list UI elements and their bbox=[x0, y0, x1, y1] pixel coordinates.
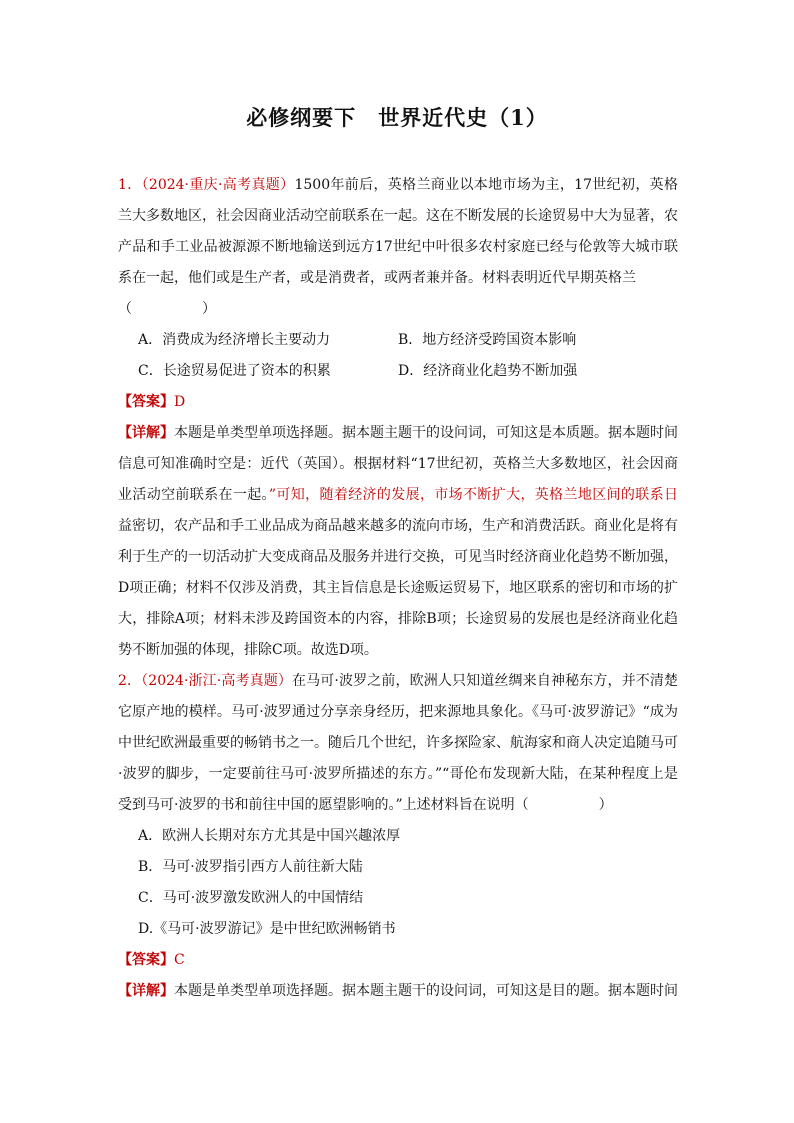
detail-text-highlight: ”可知，随着经济的发展，市场不断扩大，英格兰地区间的联系日 bbox=[268, 487, 679, 503]
title-part-2: 世界近代史（1） bbox=[378, 105, 548, 130]
question-1-number: 1． bbox=[118, 177, 142, 193]
question-2-option-a[interactable]: A．欧洲人长期对东方尤其是中国兴趣浓厚 bbox=[138, 828, 401, 844]
question-1-answer bbox=[118, 387, 678, 418]
page-title bbox=[0, 102, 794, 132]
question-1-text: 1500年前后，英格兰商业以本地市场为主，17世纪初，英格兰大多数地区，社会因商业活动空前联系在一起。这在不断发展的长途贸易中大为显著，农产品和手工业品被源源不断地输送到远方17世纪中叶很多农村家庭已经与伦敦等大城市联系在一起，他们或是生产者，或是消费者，或两者兼并备。材料表明近代早期英格兰 bbox=[118, 177, 678, 286]
question-2-detail bbox=[118, 976, 678, 1007]
answer-label: 【答案】 bbox=[118, 952, 174, 968]
question-1-detail bbox=[118, 418, 678, 666]
question-1-option-d[interactable]: D．经济商业化趋势不断加强 bbox=[398, 363, 578, 379]
question-1-blank bbox=[118, 294, 678, 325]
question-1-stem bbox=[118, 170, 678, 294]
detail-text: 本题是单类型单项选择题。据本题主题干的设问词，可知这是目的题。据本题时间 bbox=[174, 983, 678, 999]
question-1-source: （2024·重庆·高考真题） bbox=[141, 177, 295, 193]
detail-label: 【详解】 bbox=[118, 425, 174, 441]
question-1-option-b[interactable]: B．地方经济受跨国资本影响 bbox=[398, 332, 577, 348]
blank-open: （ bbox=[118, 301, 132, 317]
question-2-option-c[interactable]: C．马可·波罗激发欧洲人的中国情结 bbox=[138, 890, 364, 906]
detail-text-a: 本题是单类型单项选择题。据本题主题干的设问词，可知这是本质题。据本题时间信息可知准确时空是：近代（英国）。根据材料“17世纪初，英格兰大多数地区，社会因商业活动空前联系在一起。 bbox=[118, 425, 678, 503]
question-2-option-b[interactable]: B．马可·波罗指引西方人前往新大陆 bbox=[138, 859, 363, 875]
detail-text-b: 益密切，农产品和手工业品成为商品越来越多的流向市场，生产和消费活跃。商业化是将有利于生产的一切活动扩大变成商品及服务并进行交换，可见当时经济商业化趋势不断加强，D项正确；材料不仅涉及消费，其主旨信息是长途贩运贸易下，地区联系的密切和市场的扩大，排除A项；材料未涉及跨国资本的内容，排除B项；长途贸易的发展也是经济商业化趋势不断加强的体现，排除C项。故选D项。 bbox=[118, 518, 678, 658]
blank-close: ） bbox=[202, 301, 216, 317]
detail-label: 【详解】 bbox=[118, 983, 174, 999]
question-1-option-a[interactable]: A．消费成为经济增长主要动力 bbox=[138, 332, 331, 348]
answer-label: 【答案】 bbox=[118, 394, 174, 410]
answer-value: C bbox=[174, 952, 185, 968]
blank-close: ） bbox=[598, 797, 613, 813]
question-2-number: 2． bbox=[118, 673, 142, 689]
question-2-stem bbox=[118, 666, 678, 821]
question-2-option-d[interactable]: D.《马可·波罗游记》是中世纪欧洲畅销书 bbox=[138, 921, 396, 937]
title-part-1: 必修纲要下 bbox=[246, 105, 357, 130]
question-2-source: （2024·浙江·高考真题） bbox=[141, 673, 293, 689]
question-2-answer bbox=[118, 945, 678, 976]
question-2-text: 在马可·波罗之前，欧洲人只知道丝绸来自神秘东方，并不清楚它原产地的模样。马可·波罗通过分享亲身经历，把来源地具象化。《马可·波罗游记》“成为中世纪欧洲最重要的畅销书之一。随后几个世纪，许多探险家、航海家和商人决定追随马可·波罗的脚步，一定要前往马可·波罗所描述的东方。”“哥伦布发现新大陆，在某种程度上是受到马可·波罗的书和前往中国的愿望影响的。”上述材料旨在说明 bbox=[118, 673, 678, 813]
answer-value: D bbox=[174, 394, 186, 410]
blank-open: （ bbox=[514, 797, 529, 813]
question-1-option-c[interactable]: C．长途贸易促进了资本的积累 bbox=[138, 363, 331, 379]
question-1-options-row-1 bbox=[118, 325, 678, 356]
question-1-options-row-2 bbox=[118, 356, 678, 387]
content bbox=[118, 170, 678, 1007]
